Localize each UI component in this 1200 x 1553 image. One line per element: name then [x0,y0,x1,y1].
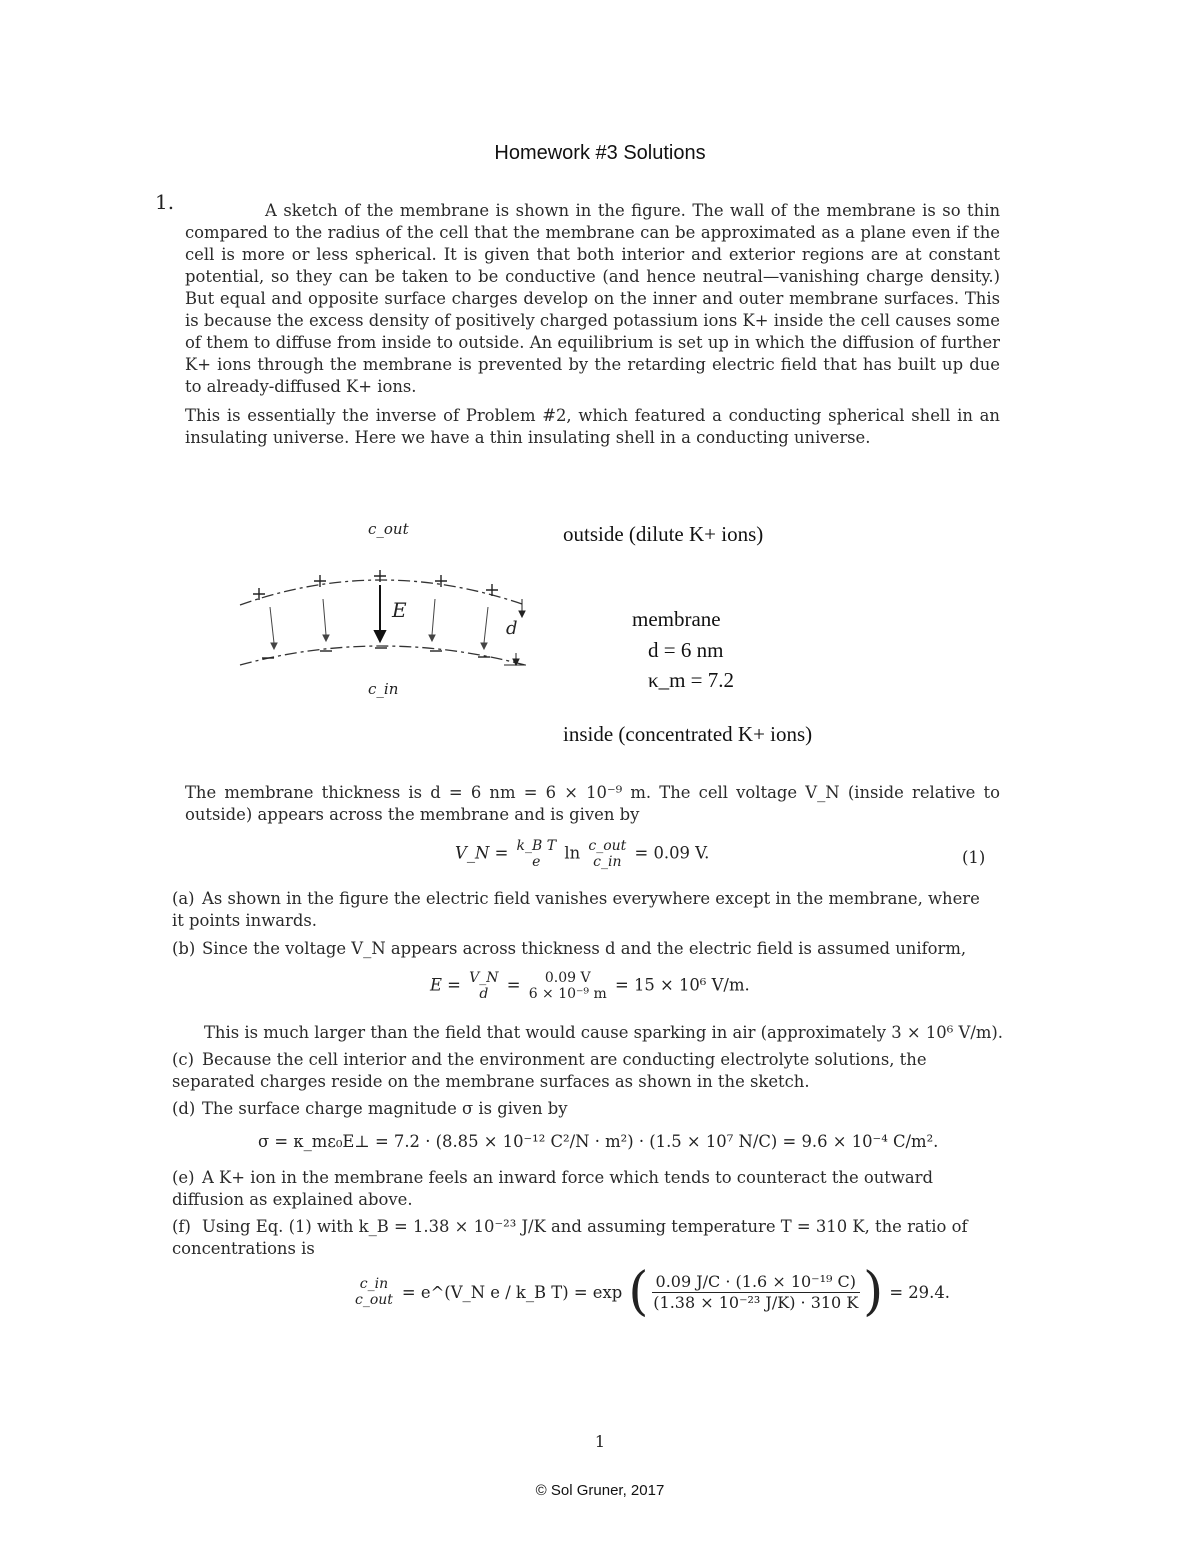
page-title: Homework #3 Solutions [494,142,706,164]
eq1-ln: ln [564,843,581,863]
eqf-left-paren: ( [628,1262,649,1322]
eqb-num-1: V_N [469,970,499,986]
d-value: d = 6 nm [648,638,724,662]
eq1-den: e [532,854,541,870]
eqb-equals: = [506,975,521,995]
equation-d: σ = κ_mε₀E⊥ = 7.2 · (8.85 × 10⁻¹² C²/N · m²) · (1.5 × 10⁷ N/C) = 9.6 × 10⁻⁴ C/m². [258,1132,939,1151]
item-d-label: (d) [172,1099,196,1118]
eqf-den: c_out [355,1292,393,1308]
equation-b [430,970,750,1002]
item-b-label: (b) [172,939,196,958]
eqf-big-fraction [652,1272,860,1313]
equation-1 [455,838,709,870]
eq1-rhs: = 0.09 V. [634,843,710,863]
eqb-den-2: 6 × 10⁻⁹ m [528,986,607,1002]
membrane-figure [230,515,550,705]
second-paragraph: This is essentially the inverse of Problem #2, which featured a conducting spherical shell in an insulating universe. Here we have a thin insulating shell in a conducting universe. [185,406,1000,447]
item-c-label: (c) [172,1050,194,1069]
item-e-text: A K+ ion in the membrane feels an inward force which tends to counteract the outward diffusion as explained above. [172,1168,934,1209]
kappa-value: κ_m = 7.2 [648,668,735,692]
item-a-label: (a) [172,889,195,908]
eqf-num: c_in [359,1276,389,1292]
item-b [172,938,987,960]
problem-number: 1. [155,190,175,214]
inside-label: inside (concentrated K+ ions) [563,722,813,746]
thickness-label: d [506,618,518,639]
eq1-tag: (1) [962,848,986,867]
item-d [172,1098,987,1120]
eqb-fraction-1 [469,970,498,1002]
eqf-big-den: (1.38 × 10⁻²³ J/K) · 310 K [653,1292,859,1312]
item-e [172,1167,987,1211]
eqf-right-paren: ) [863,1262,884,1322]
item-b-note: This is much larger than the field that would cause sparking in air (approximately 3 × 10⁶ V/m). [204,1023,1003,1042]
item-a [172,888,987,932]
eq1-fraction [517,838,557,870]
intro-paragraph: A sketch of the membrane is shown in the figure. The wall of the membrane is so thin compared to the radius of the cell that the membrane can be approximated as a plane even if the cell is more or less spherical. It is given that both interior and exterior regions are at constant potential, so they can be taken to be conductive (and hence neutral—vanishing charge density.) But equal and opposite surface charges develop on the inner and outer membrane surfaces. This is because the excess density of positively charged potassium ions K+ inside the cell causes some of them to diffuse from inside to outside. An equilibrium is set up in which the diffusion of further K+ ions through the membrane is prevented by the retarding electric field that has built up due to already-diffused K+ ions. [185,201,1000,396]
item-a-text: As shown in the figure the electric field vanishes everywhere except in the membrane, where it points inwards. [172,889,980,930]
membrane-label: membrane [632,607,721,631]
item-e-label: (e) [172,1168,195,1187]
eqf-mid: = e^(V_N e / k_B T) = exp [401,1282,623,1302]
page-number: 1 [594,1432,606,1451]
c-out-label: c_out [368,520,409,538]
item-d-text: The surface charge magnitude σ is given by [202,1099,568,1118]
item-c [172,1049,987,1093]
thickness-paragraph: The membrane thickness is d = 6 nm = 6 × 10⁻⁹ m. The cell voltage V_N (inside relative to outside) appears across the membrane and is given by [185,783,1000,824]
item-f-text: Using Eq. (1) with k_B = 1.38 × 10⁻²³ J/K and assuming temperature T = 310 K, the ratio of concentrations is [172,1217,968,1258]
eqb-fraction-2 [529,970,607,1002]
outside-label: outside (dilute K+ ions) [563,522,764,546]
eqb-rhs: = 15 × 10⁶ V/m. [615,975,750,995]
item-f-label: (f) [172,1217,191,1236]
eqb-num-2: 0.09 V [544,970,591,986]
c-in-label: c_in [368,680,399,698]
eq1-ln-fraction [588,838,626,870]
eqb-den-1: d [479,986,489,1002]
field-label: E [392,598,407,622]
eq1-ln-num: c_out [588,838,627,854]
equation-f [352,1262,950,1322]
eq1-lhs: V_N = [455,843,509,863]
eq1-ln-den: c_in [593,854,622,870]
eqf-ratio [355,1276,393,1308]
footer-copyright: © Sol Gruner, 2017 [535,1482,665,1499]
eq1-num: k_B T [516,838,557,854]
membrane-sketch [230,515,550,705]
eqf-rhs: = 29.4. [889,1282,950,1302]
eqb-lhs: E = [430,975,461,995]
item-c-text: Because the cell interior and the environment are conducting electrolyte solutions, the separated charges reside on the membrane surfaces as shown in the sketch. [172,1050,927,1091]
eqf-big-num: 0.09 J/C · (1.6 × 10⁻¹⁹ C) [652,1272,860,1293]
item-b-text: Since the voltage V_N appears across thickness d and the electric field is assumed uniform, [202,939,967,958]
item-f [172,1216,987,1260]
